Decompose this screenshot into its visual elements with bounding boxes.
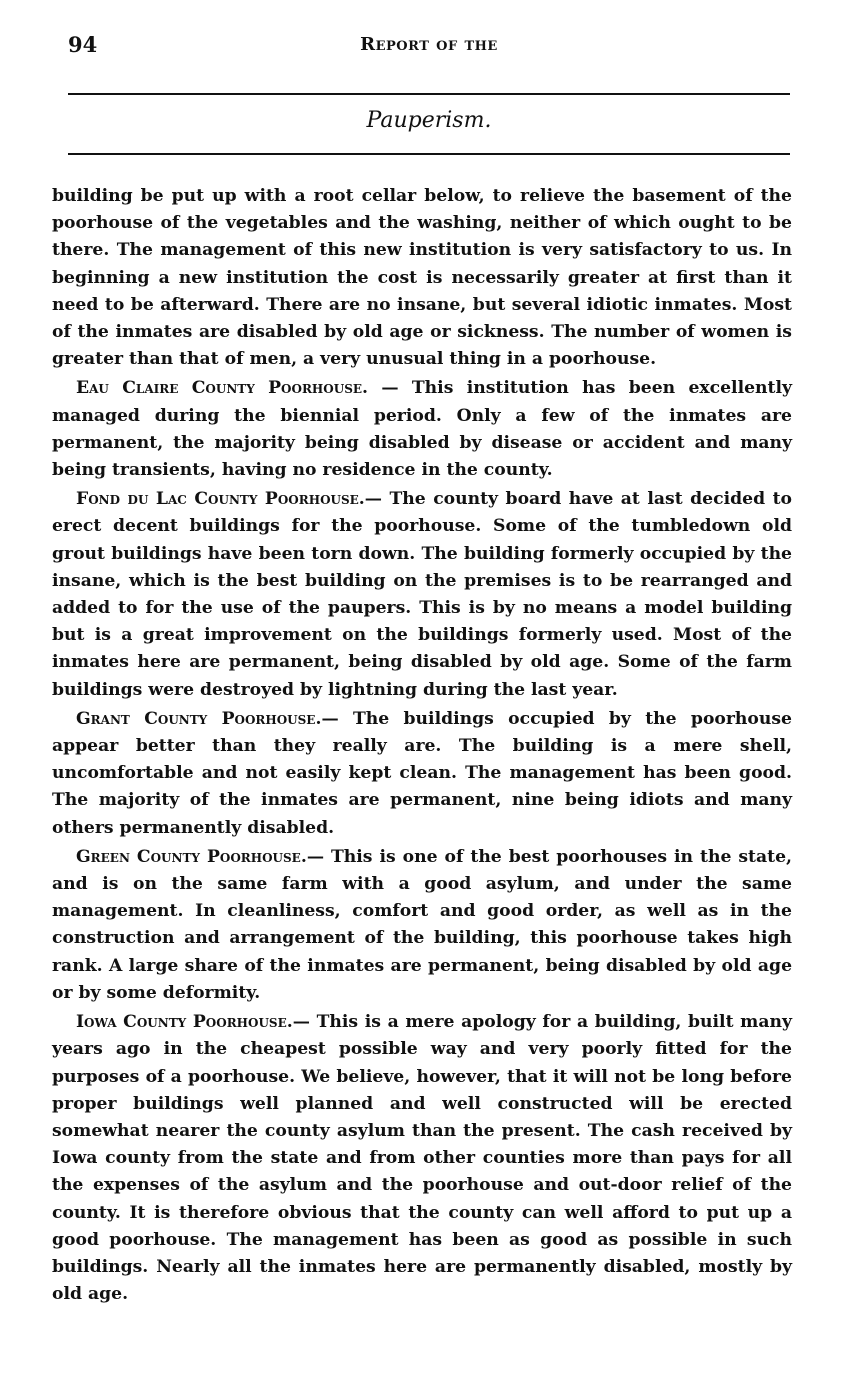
paragraph-grant bbox=[52, 706, 792, 842]
paragraph-text: — This institution has been excellently managed during the biennial period. Only a few of the inmates are permanent, the majority being disabled by disease or accident and many being transients, having no residence in the county. bbox=[52, 378, 793, 481]
running-title: Report of the bbox=[360, 34, 498, 55]
entry-heading: Green County Poorhouse. bbox=[76, 846, 307, 867]
page-number: 94 bbox=[68, 32, 98, 57]
paragraph-text: — The buildings occupied by the poorhouse appear better than they really are. The building is a mere shell, uncomfortable and not easily kept clean. The management has been good. The majority of the inmates are permanent, nine being idiots and many others permanently disabled. bbox=[52, 708, 792, 838]
paragraph-fond-du-lac bbox=[52, 486, 792, 704]
paragraph-text: — The county board have at last decided to erect decent buildings for the poorhouse. Some of the tumbledown old grout buildings have been torn down. The building formerly occupied by the insane, which is the best building on the premises is to be rearranged and added to for the use of the paupers. This is by no means a model building but is a great improvement on the buildings formerly used. Most of the inmates here are permanent, being disabled by old age. Some of the farm buildings were destroyed by lightning during the last year. bbox=[52, 489, 792, 700]
entry-heading: Grant County Poorhouse. bbox=[76, 708, 322, 729]
body-text bbox=[52, 183, 792, 1310]
paragraph-text: building be put up with a root cellar below, to relieve the basement of the poorhouse of the vegetables and the washing, neither of which ought to be there. The management of this new institution is very satisfactory to us. In beginning a new institution the cost is necessarily greater at first than it need to be afterward. There are no insane, but several idiotic inmates. Most of the inmates are disabled by old age or sickness. The number of women is greater than that of men, a very unusual thing in a poorhouse. bbox=[52, 186, 792, 370]
running-head bbox=[68, 30, 790, 64]
paragraph-green bbox=[52, 844, 792, 1007]
section-title: Pauperism. bbox=[366, 108, 492, 133]
top-rule bbox=[68, 93, 790, 95]
entry-heading: Eau Claire County Poorhouse. bbox=[76, 378, 368, 399]
paragraph-continuation bbox=[52, 183, 792, 373]
paragraph-eau-claire bbox=[52, 375, 792, 484]
paragraph-text: — This is one of the best poorhouses in the state, and is on the same farm with a good asylum, and under the same management. In cleanliness, comfort and good order, as well as in the construction and arrangement of the building, this poorhouse takes high rank. A large share of the inmates are permanent, being disabled by old age or by some deformity. bbox=[52, 846, 792, 1003]
paragraph-iowa bbox=[52, 1009, 792, 1308]
entry-heading: Iowa County Poorhouse. bbox=[76, 1012, 293, 1033]
entry-heading: Fond du Lac County Poorhouse. bbox=[76, 489, 365, 510]
paragraph-text: — This is a mere apology for a building, built many years ago in the cheapest possible way and very poorly fitted for the purposes of a poorhouse. We believe, however, that it will not be long before proper buildings well planned and well constructed will be erected somewhat nearer the county asylum than the present. The cash received by Iowa county from the state and from other counties more than pays for all the expenses of the asylum and the poorhouse and out-door relief of the county. It is therefore obvious that the county can well afford to put up a good poorhouse. The management has been as good as possible in such buildings. Nearly all the inmates here are permanently disabled, mostly by old age. bbox=[52, 1012, 792, 1305]
bottom-rule bbox=[68, 153, 790, 155]
